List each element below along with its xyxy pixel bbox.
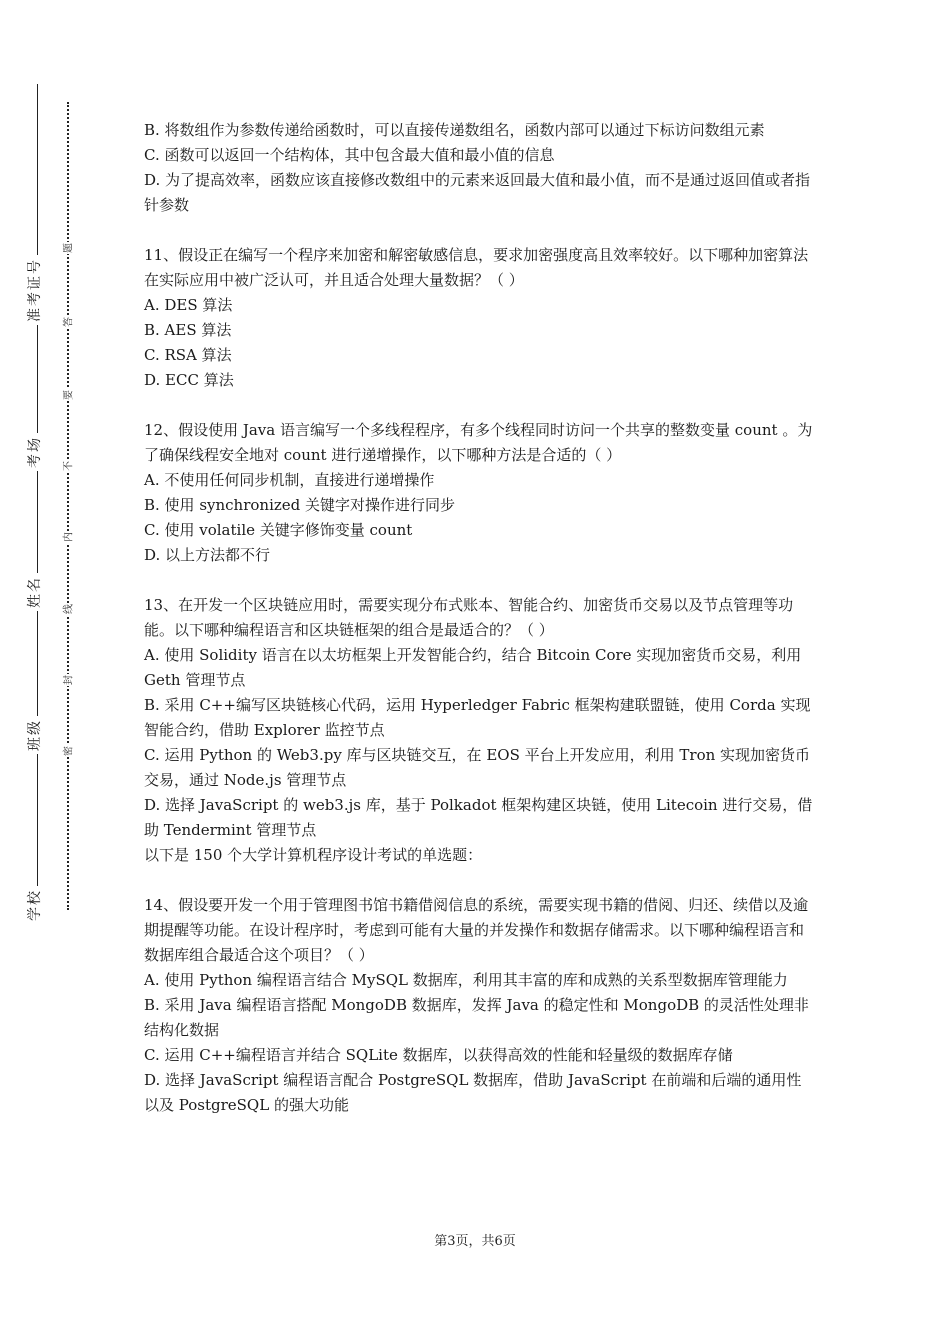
question-12: [144, 418, 814, 568]
option-b: B. 使用 synchronized 关键字对操作进行同步: [144, 496, 456, 514]
seal-char: 内: [59, 531, 76, 543]
seal-char: 不: [59, 460, 76, 472]
question-stem: 12、假设使用 Java 语言编写一个多线程程序，有多个线程同时访问一个共享的整数变量 count 。为了确保线程安全地对 count 进行递增操作，以下哪种方法是合适的（ ）: [144, 421, 813, 464]
option-c: C. 函数可以返回一个结构体，其中包含最大值和最小值的信息: [144, 146, 555, 164]
section-note: 以下是 150 个大学计算机程序设计考试的单选题：: [144, 846, 483, 864]
option-d: D. 选择 JavaScript 的 web3.js 库，基于 Polkadot 框架构建区块链，使用 Litecoin 进行交易，借助 Tendermint 管理节点: [144, 796, 813, 839]
question-13: [144, 593, 814, 868]
option-c: C. 运用 Python 的 Web3.py 库与区块链交互，在 EOS 平台上开发应用，利用 Tron 实现加密货币交易，通过 Node.js 管理节点: [144, 746, 811, 789]
option-d: D. 选择 JavaScript 编程语言配合 PostgreSQL 数据库，借助 JavaScript 在前端和后端的通用性以及 PostgreSQL 的强大功能: [144, 1071, 802, 1114]
label-school: 学校: [24, 886, 44, 924]
seal-char: 要: [59, 389, 76, 401]
seal-char: 密: [59, 745, 76, 757]
binding-line: [37, 84, 38, 914]
option-c: C. 运用 C++编程语言并结合 SQLite 数据库，以获得高效的性能和轻量级的数据库存储: [144, 1046, 733, 1064]
option-b: B. 采用 C++编写区块链核心代码，运用 Hyperledger Fabric 框架构建联盟链，使用 Corda 实现智能合约，借助 Explorer 监控节点: [144, 696, 811, 739]
question-stem: 11、假设正在编写一个程序来加密和解密敏感信息，要求加密强度高且效率较好。以下哪种加密算法在实际应用中被广泛认可，并且适合处理大量数据？（ ）: [144, 246, 809, 289]
option-a: A. 使用 Solidity 语言在以太坊框架上开发智能合约，结合 Bitcoin Core 实现加密货币交易，利用 Geth 管理节点: [144, 646, 802, 689]
option-c: C. 使用 volatile 关键字修饰变量 count: [144, 521, 413, 539]
question-11: [144, 243, 814, 393]
label-class: 班级: [24, 716, 44, 754]
option-d: D. ECC 算法: [144, 371, 234, 389]
option-d: D. 以上方法都不行: [144, 546, 271, 564]
exam-content: [144, 118, 814, 1118]
question-14: [144, 893, 814, 1118]
option-b: B. 将数组作为参数传递给函数时，可以直接传递数组名，函数内部可以通过下标访问数组元素: [144, 121, 765, 139]
question-stem: 14、假设要开发一个用于管理图书馆书籍借阅信息的系统，需要实现书籍的借阅、归还、续借以及逾期提醒等功能。在设计程序时，考虑到可能有大量的并发操作和数据存储需求。以下哪种编程语言和数据库组合最适合这个项目？（ ）: [144, 896, 809, 964]
option-a: A. 不使用任何同步机制，直接进行递增操作: [144, 471, 435, 489]
seal-char: 答: [59, 316, 76, 328]
question-10-continued: [144, 118, 814, 218]
question-stem: 13、在开发一个区块链应用时，需要实现分布式账本、智能合约、加密货币交易以及节点管理等功能。以下哪种编程语言和区块链框架的组合是最适合的？（ ）: [144, 596, 794, 639]
binding-margin: [0, 0, 90, 1344]
option-b: B. 采用 Java 编程语言搭配 MongoDB 数据库，发挥 Java 的稳定性和 MongoDB 的灵活性处理非结构化数据: [144, 996, 809, 1039]
seal-char: 题: [59, 242, 76, 254]
page-footer: 第3页，共6页: [434, 1234, 516, 1249]
label-exam-number: 准考证号: [24, 255, 44, 325]
option-c: C. RSA 算法: [144, 346, 232, 364]
option-a: A. DES 算法: [144, 296, 233, 314]
option-a: A. 使用 Python 编程语言结合 MySQL 数据库，利用其丰富的库和成熟的关系型数据库管理能力: [144, 971, 788, 989]
option-d: D. 为了提高效率，函数应该直接修改数组中的元素来返回最大值和最小值，而不是通过返回值或者指针参数: [144, 171, 811, 214]
label-name: 姓名: [24, 573, 44, 611]
option-b: B. AES 算法: [144, 321, 232, 339]
label-exam-room: 考场: [24, 433, 44, 471]
seal-char: 线: [59, 603, 76, 615]
seal-char: 封: [59, 674, 76, 686]
seal-dotted-line: [67, 102, 69, 910]
